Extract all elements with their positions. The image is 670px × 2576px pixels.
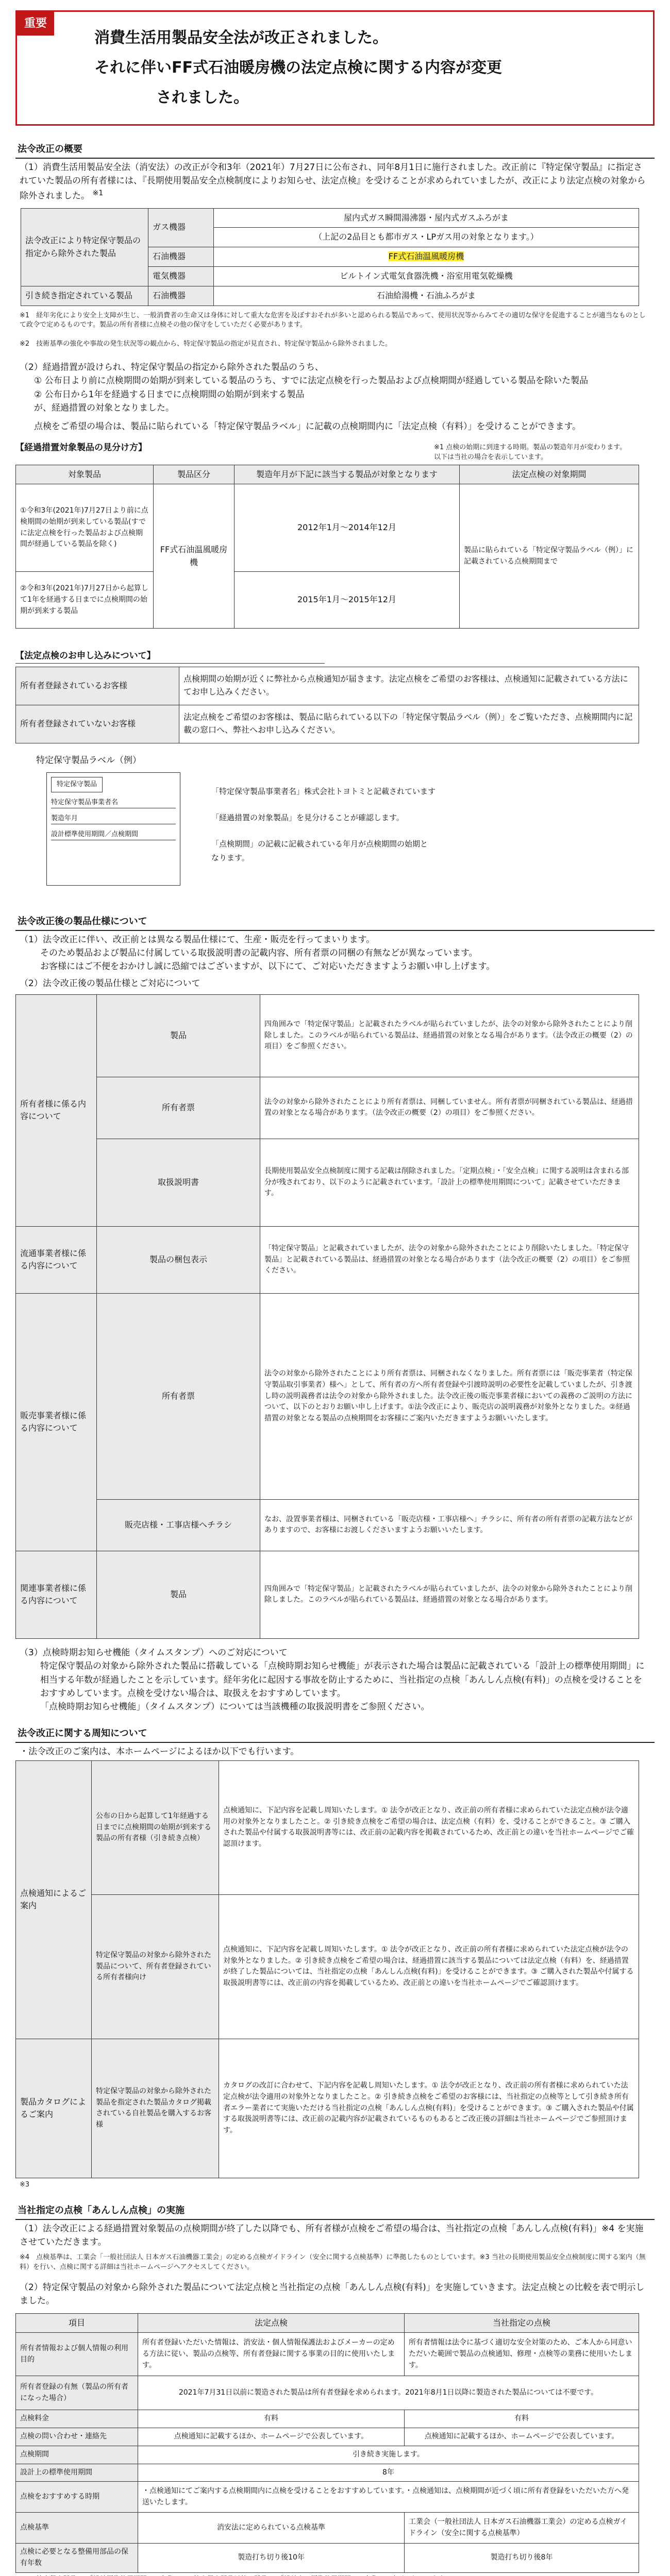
excluded-desc-3: ビルトイン式電気食器洗機・浴室用電気乾燥機 bbox=[214, 266, 639, 286]
transition-table bbox=[15, 465, 639, 629]
ff-heater-highlight: FF式石油温風暖房機 bbox=[388, 251, 464, 262]
transition-target-0: ①令和3年(2021年)7月27日より前に点検期間の始期が到来している製品(すでに法定点検を行った製品および点検期間が経過している製品を除く) bbox=[16, 484, 154, 572]
label-title: 特定保守製品 bbox=[51, 777, 103, 792]
cmp-r5-1: 8年 bbox=[138, 2464, 639, 2482]
spec-group-2: 販売事業者様に係る内容について bbox=[16, 1293, 97, 1551]
transition-period-1: 2015年1月～2015年12月 bbox=[234, 572, 460, 629]
label-row-3: 設計標準使用期間／点検期間 bbox=[51, 829, 176, 840]
label-illustration bbox=[46, 772, 180, 886]
notice-line-1: 消費生活用製品安全法が改正されました。 bbox=[94, 29, 388, 47]
transition-h-1: 製品区分 bbox=[154, 465, 234, 484]
anshin-p1: （1）法令改正による経過措置対象製品の点検期間が終了した以降でも、所有者様が点検をご希望の場合は、当社指定の点検「あんしん点検(有料)」※4 を実施させていただきます。 bbox=[20, 2223, 644, 2247]
cmp-r0-0: 所有者情報および個人情報の利用目的 bbox=[16, 2333, 138, 2376]
contact-note: ※3 bbox=[20, 2180, 30, 2189]
cmp-r6-0: 点検をおすすめする時期 bbox=[16, 2482, 138, 2513]
transition-kind: FF式石油温風暖房機 bbox=[154, 484, 234, 629]
cmp-h-2: 当社指定の点検 bbox=[405, 2313, 639, 2333]
spec-key-3-0: 製品 bbox=[97, 1551, 260, 1638]
spec-val-0-1: 法令の対象から除外されたことにより所有者票は、同梱していません。所有者票が同梱されている製品は、経過措置の対象となる場合があります。（法令改正の概要（2）の項目）をご参照ください。 bbox=[260, 1077, 639, 1139]
spec-val-2-1: なお、設置事業者様は、同梱されている「販売店様・工事店様へ」チラシに、所有者の所有者票の記載方法などがありますので、お客様にお渡しくださいますようお願いいたします。 bbox=[260, 1499, 639, 1551]
notice-text bbox=[94, 23, 632, 113]
label-legend-1: 「特定保守製品事業者名」株式会社トヨトミと記載されています bbox=[211, 786, 436, 796]
label-row-1: 特定保守製品事業者名 bbox=[51, 798, 176, 808]
cmp-r5-0: 設計上の標準使用期間 bbox=[16, 2464, 138, 2482]
cmp-r4-0: 点検期間 bbox=[16, 2446, 138, 2464]
transition-right-note bbox=[430, 441, 655, 465]
contact-intro: ・法令改正のご案内は、本ホームページによるほか以下でも行います。 bbox=[20, 1746, 299, 1757]
excluded-header: 法令改正により特定保守製品の指定から除外された製品 bbox=[21, 208, 148, 286]
important-tag: 重要 bbox=[17, 12, 54, 36]
request-what-1: 法定点検をご希望のお客様は、製品に貼られている以下の「特定保守製品ラベル（例）」をご覧いただき、点検期間内に記載の窓口へ、弊社へお申し込みください。 bbox=[179, 705, 639, 743]
excluded-cat-3: 電気機器 bbox=[148, 266, 214, 286]
request-who-1: 所有者登録されていないお客様 bbox=[16, 705, 179, 743]
transition-h-3: 法定点検の対象期間 bbox=[460, 465, 639, 484]
spec-group-3: 関連事業者様に係る内容について bbox=[16, 1551, 97, 1638]
important-notice bbox=[15, 10, 655, 126]
notice-line-2: それに伴いFF式石油暖房機の法定点検に関する内容が変更 bbox=[94, 59, 502, 77]
label-legend bbox=[211, 785, 435, 865]
cmp-r0-1: 所有者登録いただいた情報は、消安法・個人情報保護法およびメーカーの定める方法に従い、製品の点検等、所有者登録に関する事業の目的に使用いたします。 bbox=[138, 2333, 405, 2376]
transition-h-2: 製造年月が下記に該当する製品が対象となります bbox=[234, 465, 460, 484]
spec-val-0-0: 四角囲みで「特定保守製品」と記載されたラベルが貼られていましたが、法令の対象から除外されたことにより削除しました。このラベルが貼られている製品は、経過措置の対象となる場合があります。（法令改正の概要（2）の項目）をご参照ください。 bbox=[260, 994, 639, 1077]
excluded-desc-1: （上記の2品目とも都市ガス・LPガス用の対象となります。） bbox=[214, 228, 639, 247]
cmp-r8-0: 点検に必要となる整備用部品の保有年数 bbox=[16, 2544, 138, 2572]
spec-p3c: 「点検時期お知らせ機能」（タイムスタンプ）については当該機種の取扱説明書をご参照ください。 bbox=[40, 1702, 430, 1713]
contact-c-1: 点検通知に、下記内容を記載し周知いたします。① 法令が改正となり、改正前の所有者様に求められていた法定点検が法令の対象外となりました。② 引き続き点検をご希望の場合は、経過措置に該当する製品については法定点検（有料）を、経過措置が終了した製品については、当社指定の点検「あんしん点検(有料)」を受けることができます。③ ご購入された製品や付属する取扱説明書等には、改正前の内容を掲載しているため、改正前との違いを当社ホームページでご確認頂けます。 bbox=[219, 1894, 639, 2039]
contact-table bbox=[15, 1760, 639, 2178]
label-legend-3: 「点検期間」の記載に記載されている年月が点検期間の始期となります。 bbox=[211, 839, 428, 862]
spec-val-0-2: 長期使用製品安全点検制度に関する記載は削除されました。「定期点検」・「安全点検」に関する説明は含まれる部分が残されており、以下のように記載されています。「設計上の標準使用期間について」記載させていただきます。 bbox=[260, 1139, 639, 1226]
excluded-desc-4: 石油給湯機・石油ふろがま bbox=[214, 286, 639, 306]
cmp-r7-1: 消安法に定められている点検基準 bbox=[138, 2513, 405, 2544]
overview-p2-b: ② 公布日から1年を経過する日までに点検期間の始期が到来する製品 bbox=[34, 389, 305, 400]
overview-p2-a: ① 公布日より前に点検期間の始期が到来している製品のうち、すでに法定点検を行った製品および点検期間が経過している製品を除いた製品 bbox=[34, 376, 589, 386]
spec-title: 法令改正後の製品仕様について bbox=[15, 913, 655, 931]
overview-note-1: ※1 経年劣化により安全上支障が生じ、一般消費者の生命又は身体に対して重大な危害を及ぼすおそれが多いと認められる製品であって、使用状況等からみてその適切な保守を促進することが適当なものとして政令で定めるものです。製品の所有者様に点検その他の保守をしていただく必要があります。 bbox=[20, 311, 646, 329]
cmp-h-1: 法定点検 bbox=[138, 2313, 405, 2333]
contact-b-2: 特定保守製品の対象から除外された製品を指定された製品カタログ掲載されている自社製品を購入するお客様 bbox=[92, 2039, 219, 2178]
request-title: 【法定点検のお申し込みについて】 bbox=[15, 649, 325, 663]
contact-a-2: 製品カタログによるご案内 bbox=[16, 2039, 92, 2178]
overview-p3: 点検をご希望の場合は、製品に貼られている「特定保守製品ラベル」に記載の点検期間内に「法定点検（有料）」を受けることができます。 bbox=[34, 421, 581, 432]
spec-key-2-1: 販売店様・工事店様へチラシ bbox=[97, 1499, 260, 1551]
transition-right-note-2: 以下は当社の場合を表示しています。 bbox=[434, 453, 547, 461]
spec-group-0: 所有者様に係る内容について bbox=[16, 994, 97, 1226]
excluded-cat-2: 石油機器 bbox=[148, 247, 214, 267]
anshin-title: 当社指定の点検「あんしん点検」の実施 bbox=[15, 2202, 655, 2220]
cmp-r3-2: 点検通知に記載するほか、ホームページで公表しています。 bbox=[405, 2428, 639, 2446]
cmp-r2-0: 点検料金 bbox=[16, 2410, 138, 2428]
cmp-r3-0: 点検の問い合わせ・連絡先 bbox=[16, 2428, 138, 2446]
cmp-h-0: 項目 bbox=[16, 2313, 138, 2333]
timestamp-section bbox=[15, 1644, 655, 1716]
spec-key-0-0: 製品 bbox=[97, 994, 260, 1077]
contact-c-0: 点検通知に、下記内容を記載し周知いたします。① 法令が改正となり、改正前の所有者様に求められていた法定点検が法令適用の対象外となりましたこと。② 引き続き点検をご希望の場合は、法定点検（有料）を、受けることができること。③ ご購入された製品や付属する取扱説明書等には、改正前の記載内容を掲載されているため、改正前との違いを当社ホームページでご確認頂けます。 bbox=[219, 1760, 639, 1894]
contact-title: 法令改正に関する周知について bbox=[15, 1725, 655, 1743]
label-caption: 特定保守製品ラベル（例） bbox=[36, 755, 141, 766]
spec-key-2-0: 所有者票 bbox=[97, 1293, 260, 1499]
cmp-r1-0: 所有者登録の有無（製品の所有者になった場合） bbox=[16, 2376, 138, 2410]
label-legend-2: 「経過措置の対象製品」を見分けることが確認します。 bbox=[211, 812, 404, 822]
contact-c-2: カタログの改訂に合わせて、下記内容を記載し周知いたします。① 法令が改正となり、改正前の所有者様に求められていた法定点検が法令適用の対象外となりましたこと。② 引き続き点検をご希望のお客様には、当社指定の点検等として引き続き所有者エラー業者にて実施いただける当社指定の点検「あんしん点検(有料)」を受けることができます。③ ご購入された製品や付属する取扱説明書等には、改正前の記載内容が記載されているものもあるとご改正後の詳細は当社ホームページでご参照頂けます。 bbox=[219, 2039, 639, 2178]
spec-val-3-0: 四角囲みで「特定保守製品」と記載されたラベルが貼られていましたが、法令の対象から除外されたことにより削除しました。このラベルが貼られている製品は、経過措置の対象となる場合があります。 bbox=[260, 1551, 639, 1638]
transition-head bbox=[15, 441, 655, 465]
transition-inspect: 製品に貼られている「特定保守製品ラベル（例）」に記載されている点検期間まで bbox=[460, 484, 639, 629]
label-section bbox=[15, 754, 655, 898]
cmp-r0-2: 所有者情報は法令に基づく適切な安全対策のため、ご本人から同意いただいた範囲で製品の点検通知、修理・点検等の業務に使用いたします。 bbox=[405, 2333, 639, 2376]
contact-section bbox=[15, 1725, 655, 2192]
spec-p1c: お客様にはご不便をおかけし誠に恐縮ではございますが、以下にて、ご対応いただきますようお願い申し上げます。 bbox=[40, 961, 495, 972]
page bbox=[0, 10, 670, 2576]
cmp-r8-1: 製造打ち切り後10年 bbox=[138, 2544, 405, 2572]
transition-h-0: 対象製品 bbox=[16, 465, 154, 484]
spec-p3b: 特定保守製品の対象から除外された製品に搭載している「点検時期お知らせ機能」が表示された場合は製品に記載されている「設計上の標準使用期間」に相当する年数が経過したことを示しています。経年劣化に起因する事故を防止するために、当社指定の点検「あんしん点検(有料)」の点検を受けることをおすすめしています。点検を受けない場合は、取扱えをおすすめしています。 bbox=[40, 1661, 645, 1699]
spec-intro bbox=[15, 931, 655, 992]
contact-b-1: 特定保守製品の対象から除外された製品について、所有者登録されている所有者様向け bbox=[92, 1894, 219, 2039]
spec-p2: （2）法令改正後の製品仕様とご対応について bbox=[20, 978, 200, 989]
overview-p2-intro: （2）経過措置が設けられ、特定保守製品の指定から除外された製品のうち、 bbox=[20, 362, 324, 373]
cmp-r6-1: ・点検通知にてご案内する点検期間内に点検を受けることをおすすめしています。・点検通知は、点検期間が近づく頃に所有者登録をいただいた方へ発送いたします。 bbox=[138, 2482, 639, 2513]
transition-title: 【経過措置対象製品の見分け方】 bbox=[15, 442, 147, 453]
spec-p3: （3）点検時期お知らせ機能（タイムスタンプ）へのご対応について bbox=[20, 1647, 288, 1658]
cmp-r4-1: 引き続き実施します。 bbox=[138, 2446, 639, 2464]
request-what-0: 点検期間の始期が近くに弊社から点検通知が届きます。法定点検をご希望のお客様は、点検通知に記載されている方法にてお申し込みください。 bbox=[179, 667, 639, 705]
excluded-cat-0: ガス機器 bbox=[148, 208, 214, 247]
overview-paragraph-2 bbox=[15, 359, 655, 436]
spec-table bbox=[15, 994, 639, 1639]
overview-title: 法令改正の概要 bbox=[15, 141, 655, 159]
cmp-r3-1: 点検通知に記載するほか、ホームページで公表しています。 bbox=[138, 2428, 405, 2446]
excluded-cat-4: 石油機器 bbox=[148, 286, 214, 306]
anshin-section bbox=[15, 2202, 655, 2576]
request-who-0: 所有者登録されているお客様 bbox=[16, 667, 179, 705]
spec-key-0-1: 所有者票 bbox=[97, 1077, 260, 1139]
transition-right-note-1: ※1 点検の始期に到達する時期。製品の製造年月が変わります。 bbox=[434, 443, 627, 451]
transition-section bbox=[15, 441, 655, 629]
cmp-r7-2: 工業会（一般社団法人 日本ガス石油機器工業会）の定める点検ガイドライン（安全に関する点検基準） bbox=[405, 2513, 639, 2544]
notice-line-3: されました。 bbox=[156, 89, 249, 107]
cmp-r1-1: 2021年7月31日以前に製造された製品は所有者登録を求められます。2021年8月1日以降に製造された製品については不要です。 bbox=[138, 2376, 639, 2410]
spec-val-2-0: 法令の対象から除外されたことにより所有者票は、同梱されなくなりました。所有者票には「販売事業者（特定保守製品取引事業者）様へ」として、所有者の方へ所有者登録や引渡時説明の必要性を記載していましたが、引き渡し時の説明義務者は法令の対象から除外されました。法令改正後の販売事業者様においての義務のご説明の方法について、以下のとおりお願い申し上げます。①法令改正により、販売店の説明義務が対象外となりました。②経過措置の対象となる製品の点検期間をお客様にご案内いただきますようお願いいたします。 bbox=[260, 1293, 639, 1499]
transition-period-0: 2012年1月～2014年12月 bbox=[234, 484, 460, 572]
spec-group-1: 流通事業者様に係る内容について bbox=[16, 1226, 97, 1293]
overview-paragraph-1 bbox=[15, 159, 655, 205]
anshin-note4: ※4 点検基準は、工業会「一般社団法人 日本ガス石油機器工業会」の定める点検ガイドライン（安全に関する点検基準）に準拠したものとしています。※3 当社の長期使用製品安全点検制度に関する案内（無料）を行い、点検に関する詳細は当社ホームページへアクセスしてください。 bbox=[20, 2253, 646, 2272]
spec-key-0-2: 取扱説明書 bbox=[97, 1139, 260, 1226]
comparison-table bbox=[15, 2313, 639, 2573]
excluded-products-table bbox=[21, 208, 639, 306]
cmp-r2-1: 有料 bbox=[138, 2410, 405, 2428]
cmp-r8-2: 製造打ち切り後8年 bbox=[405, 2544, 639, 2572]
excluded-desc-0: 屋内式ガス瞬間湯沸器・屋内式ガスふろがま bbox=[214, 208, 639, 228]
overview-note-2: ※2 技術基準の強化や事故の発生状況等の観点から、特定保守製品の指定が見直され、特定保守製品から除外されました。 bbox=[20, 340, 392, 348]
label-row-2: 製造年月 bbox=[51, 814, 176, 824]
overview-p2-c: が、経過措置の対象となりました。 bbox=[34, 403, 174, 414]
request-table bbox=[15, 667, 639, 743]
excluded-desc-2 bbox=[214, 247, 639, 267]
transition-target-1: ②令和3年(2021年)7月27日から起算して1年を経過する日までに点検期間の始期が到来する製品 bbox=[16, 572, 154, 629]
request-section bbox=[15, 649, 655, 743]
spec-val-1-0: 「特定保守製品」と記載されていましたが、法令の対象から除外されたことにより削除いたしました。「特定保守製品」と記載されている製品は、経過措置の対象となる場合があります（法令改正の概要（2）の項目）をご参照ください。 bbox=[260, 1226, 639, 1293]
anshin-p2: （2）特定保守製品の対象から除外された製品について法定点検と当社指定の点検「あんしん点検(有料)」を実施していきます。法定点検との比較を表で明示しました。 bbox=[20, 2282, 645, 2307]
spec-p1b: そのため製品および製品に付属している取扱説明書の記載内容、所有者票の同梱の有無などが異なっています。 bbox=[40, 947, 478, 958]
spec-section bbox=[15, 913, 655, 1716]
cmp-r7-0: 点検基準 bbox=[16, 2513, 138, 2544]
anshin-footnote bbox=[15, 2573, 655, 2576]
overview-p1-text: （1）消費生活用製品安全法（消安法）の改正が令和3年（2021年）7月27日に公布され、同年8月1日に施行されました。改正前に『特定保守製品』に指定されていた製品の所有者様には、『長期使用製品安全点検制度によりお知らせ、法定点検』を受けることが求められていましたが、改正により法定点検の対象から除外されました。 bbox=[20, 162, 646, 201]
cmp-r2-2: 有料 bbox=[405, 2410, 639, 2428]
still-designated-header: 引き続き指定されている製品 bbox=[21, 286, 148, 306]
overview-p1-note: ※1 bbox=[92, 189, 104, 197]
contact-a-0: 点検通知によるご案内 bbox=[16, 1760, 92, 2039]
contact-b-0: 公布の日から起算して1年経過する日までに点検期間の始期が到来する製品の所有者様（引き続き点検） bbox=[92, 1760, 219, 1894]
overview-section bbox=[15, 141, 655, 436]
spec-p1: （1）法令改正に伴い、改正前とは異なる製品仕様にて、生産・販売を行ってまいります。 bbox=[20, 934, 375, 945]
spec-key-1-0: 製品の梱包表示 bbox=[97, 1226, 260, 1293]
